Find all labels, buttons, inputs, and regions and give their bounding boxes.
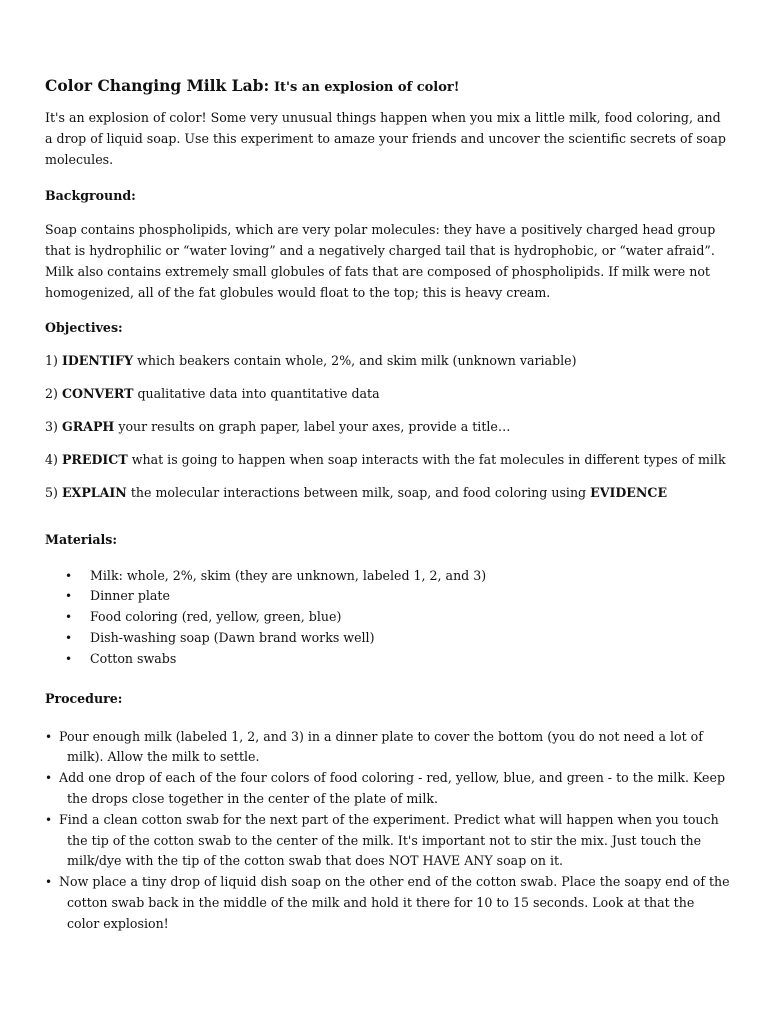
objective-text: qualitative data into quantitative data [133, 385, 380, 401]
objective-item [45, 417, 730, 437]
objective-item [45, 483, 730, 503]
background-heading: Background: [45, 188, 136, 204]
bullet-icon: • [45, 729, 53, 744]
objectives-heading: Objectives: [45, 319, 123, 335]
material-text: Dish-washing soap (Dawn brand works well) [90, 629, 375, 645]
procedure-step-text: Find a clean cotton swab for the next part of the experiment. Predict what will happen when you touch the tip of the cotton swab to the center of the milk. It's important not to stir the mix. Just touch the milk/dye with the tip of the cotton swab that does NOT HAVE ANY soap on it. [59, 811, 719, 869]
materials-heading: Materials: [45, 531, 118, 547]
bullet-icon: • [45, 771, 53, 786]
bullet-icon: • [45, 812, 53, 827]
bullet-icon: • [65, 589, 73, 604]
material-text: Cotton swabs [90, 650, 177, 666]
list-item [45, 649, 730, 670]
bullet-icon: • [65, 651, 73, 666]
material-text: Milk: whole, 2%, skim (they are unknown, labeled 1, 2, and 3) [90, 567, 487, 583]
objective-number: 3) [45, 418, 58, 434]
background-paragraph: Soap contains phospholipids, which are very polar molecules: they have a positively charged head group that is hydrophilic or “water loving” and a negatively charged tail that is hydrophobic, or “water afraid”. Milk also contains extremely small globules of fats that are composed of phospholipids. If milk were not homogenized, all of the fat globules would float to the top; this is heavy cream. [45, 222, 716, 300]
objective-number: 1) [45, 352, 58, 368]
procedure-heading: Procedure: [45, 690, 123, 706]
objective-verb: IDENTIFY [61, 352, 134, 368]
list-item [45, 768, 730, 810]
procedure-step-text: Now place a tiny drop of liquid dish soap on the other end of the cotton swab. Place the soapy end of the cotton swab back in the middle of the milk and hold it there for 10 to 15 seconds. Look at that the color explosion! [59, 874, 730, 931]
objective-text: which beakers contain whole, 2%, and skim milk (unknown variable) [133, 352, 577, 368]
procedure-list [45, 727, 730, 935]
procedure-step-text: Pour enough milk (labeled 1, 2, and 3) in a dinner plate to cover the bottom (you do not need a lot of milk). Allow the milk to settle. [59, 728, 703, 765]
objective-emphasis: EVIDENCE [590, 484, 668, 500]
material-text: Dinner plate [90, 588, 170, 604]
objective-item [45, 351, 730, 371]
bullet-icon: • [65, 630, 73, 645]
material-text: Food coloring (red, yellow, green, blue) [90, 609, 342, 625]
title-subtitle: It's an explosion of color! [273, 80, 460, 95]
objective-text: your results on graph paper, label your axes, provide a title… [114, 418, 511, 434]
list-item [45, 607, 730, 628]
objective-text: what is going to happen when soap interacts with the fat molecules in different types of milk [127, 451, 726, 467]
objective-number: 4) [45, 451, 58, 467]
intro-paragraph: It's an explosion of color! Some very unusual things happen when you mix a little milk, food coloring, and a drop of liquid soap. Use this experiment to amaze your friends and uncover the scientific secrets of soap molecules. [45, 110, 726, 167]
document-title [45, 76, 730, 98]
list-item [45, 872, 730, 934]
list-item [45, 566, 730, 587]
objective-verb: PREDICT [61, 451, 128, 467]
materials-list [45, 566, 730, 670]
document-page [45, 76, 730, 935]
bullet-icon: • [65, 610, 73, 625]
bullet-icon: • [45, 875, 53, 890]
objective-item [45, 450, 730, 470]
list-item [45, 628, 730, 649]
objective-verb: GRAPH [61, 418, 115, 434]
list-item [45, 810, 730, 872]
objective-verb: CONVERT [61, 385, 134, 401]
objective-verb: EXPLAIN [61, 484, 127, 500]
bullet-icon: • [65, 568, 73, 583]
procedure-step-text: Add one drop of each of the four colors of food coloring - red, yellow, blue, and green - to the milk. Keep the drops close together in the center of the plate of milk. [59, 770, 726, 806]
objective-number: 2) [45, 385, 58, 401]
objective-item [45, 384, 730, 404]
title-main: Color Changing Milk Lab: [45, 76, 270, 95]
objective-text: the molecular interactions between milk, soap, and food coloring using [126, 484, 591, 500]
list-item [45, 727, 730, 769]
list-item [45, 586, 730, 607]
objective-number: 5) [45, 484, 58, 500]
